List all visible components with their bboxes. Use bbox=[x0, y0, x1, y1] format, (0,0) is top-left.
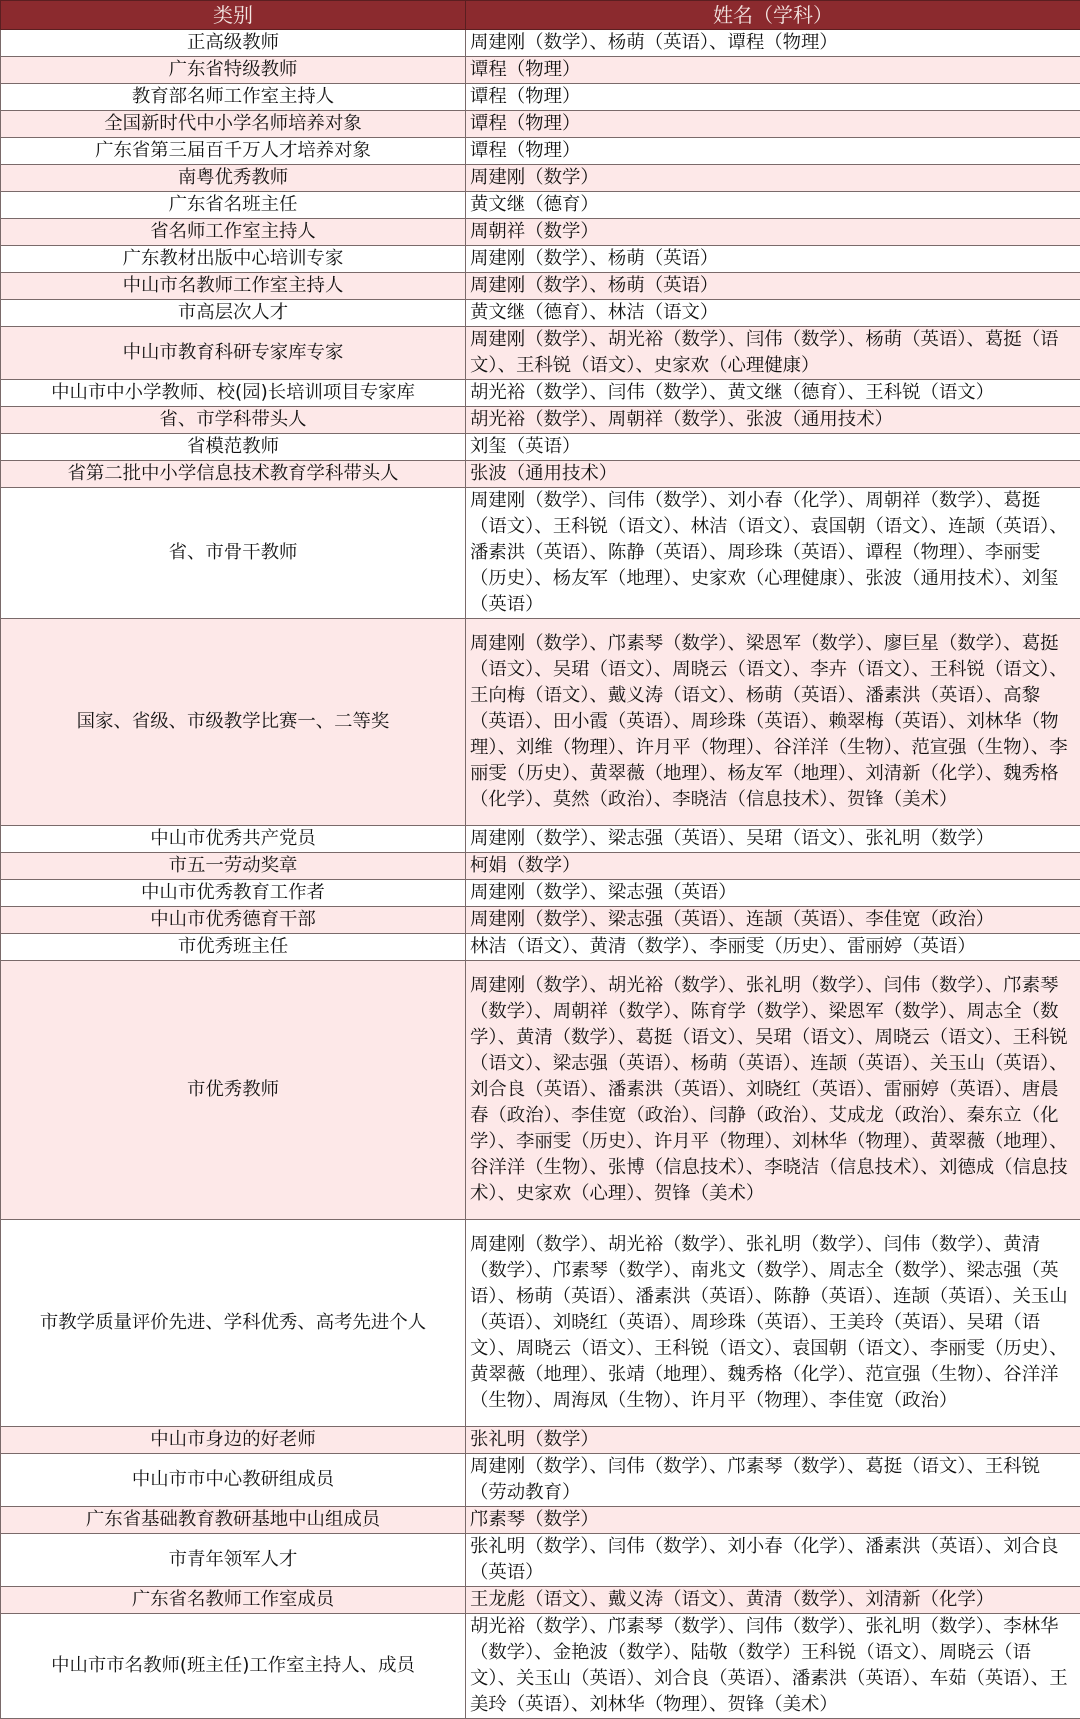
category-cell: 广东省名教师工作室成员 bbox=[1, 1587, 466, 1614]
table-row bbox=[1, 1587, 1080, 1614]
names-cell: 周建刚（数学）、胡光裕（数学）、闫伟（数学）、杨萌（英语）、葛挺（语文）、王科锐（语文）、史家欢（心理健康） bbox=[466, 327, 1080, 380]
category-cell: 市优秀教师 bbox=[1, 961, 466, 1220]
category-cell: 广东教材出版中心培训专家 bbox=[1, 246, 466, 273]
table-row bbox=[1, 461, 1080, 488]
table-row bbox=[1, 1614, 1080, 1719]
category-cell: 全国新时代中小学名师培养对象 bbox=[1, 111, 466, 138]
names-cell: 胡光裕（数学）、邝素琴（数学）、闫伟（数学）、张礼明（数学）、李林华（数学）、金艳波（数学）、陆敬（数学）王科锐（语文）、周晓云（语文）、关玉山（英语）、刘合良（英语）、潘素洪（英语）、车茹（英语）、王美玲（英语）、刘林华（物理）、贺锋（美术） bbox=[466, 1614, 1080, 1719]
header-category: 类别 bbox=[1, 1, 466, 30]
table-row bbox=[1, 84, 1080, 111]
table-row bbox=[1, 853, 1080, 880]
names-cell: 谭程（物理） bbox=[466, 57, 1080, 84]
names-cell: 邝素琴（数学） bbox=[466, 1507, 1080, 1534]
names-cell: 周建刚（数学）、闫伟（数学）、刘小春（化学）、周朝祥（数学）、葛挺（语文）、王科锐（语文）、林洁（语文）、袁国朝（语文）、连颉（英语）、潘素洪（英语）、陈静（英语）、周珍珠（英语）、谭程（物理）、李丽雯（历史）、杨友军（地理）、史家欢（心理健康）、张波（通用技术）、刘玺（英语） bbox=[466, 488, 1080, 619]
category-cell: 广东省第三届百千万人才培养对象 bbox=[1, 138, 466, 165]
names-cell: 周建刚（数学）、胡光裕（数学）、张礼明（数学）、闫伟（数学）、黄清（数学）、邝素琴（数学）、南兆文（数学）、周志全（数学）、梁志强（英语）、杨萌（英语）、潘素洪（英语）、陈静（英语）、连颉（英语）、关玉山（英语）、刘晓红（英语）、周珍珠（英语）、王美玲（英语）、吴珺（语文）、周晓云（语文）、王科锐（语文）、袁国朝（语文）、李丽雯（历史）、黄翠薇（地理）、张靖（地理）、魏秀格（化学）、范宣强（生物）、谷洋洋（生物）、周海凤（生物）、许月平（物理）、李佳宽（政治） bbox=[466, 1220, 1080, 1427]
table-row bbox=[1, 30, 1080, 57]
category-cell: 省第二批中小学信息技术教育学科带头人 bbox=[1, 461, 466, 488]
table-row bbox=[1, 880, 1080, 907]
category-cell: 省、市骨干教师 bbox=[1, 488, 466, 619]
category-cell: 中山市优秀共产党员 bbox=[1, 826, 466, 853]
names-cell: 刘玺（英语） bbox=[466, 434, 1080, 461]
table-row bbox=[1, 1454, 1080, 1507]
names-cell: 周建刚（数学）、闫伟（数学）、邝素琴（数学）、葛挺（语文）、王科锐（劳动教育） bbox=[466, 1454, 1080, 1507]
category-cell: 中山市市名教师(班主任)工作室主持人、成员 bbox=[1, 1614, 466, 1719]
category-cell: 省模范教师 bbox=[1, 434, 466, 461]
category-cell: 市五一劳动奖章 bbox=[1, 853, 466, 880]
table-row bbox=[1, 961, 1080, 1220]
table-row bbox=[1, 488, 1080, 619]
table-row bbox=[1, 138, 1080, 165]
table-row bbox=[1, 1534, 1080, 1587]
names-cell: 谭程（物理） bbox=[466, 138, 1080, 165]
table-row bbox=[1, 219, 1080, 246]
table-body bbox=[1, 30, 1080, 1719]
table-row bbox=[1, 1427, 1080, 1454]
category-cell: 南粤优秀教师 bbox=[1, 165, 466, 192]
table-row bbox=[1, 619, 1080, 826]
category-cell: 中山市名教师工作室主持人 bbox=[1, 273, 466, 300]
category-cell: 市高层次人才 bbox=[1, 300, 466, 327]
category-cell: 教育部名师工作室主持人 bbox=[1, 84, 466, 111]
table-row bbox=[1, 826, 1080, 853]
category-cell: 正高级教师 bbox=[1, 30, 466, 57]
category-cell: 中山市身边的好老师 bbox=[1, 1427, 466, 1454]
names-cell: 黄文继（德育） bbox=[466, 192, 1080, 219]
table-row bbox=[1, 327, 1080, 380]
names-cell: 张波（通用技术） bbox=[466, 461, 1080, 488]
table-row bbox=[1, 246, 1080, 273]
names-cell: 王龙彪（语文）、戴义涛（语文）、黄清（数学）、刘清新（化学） bbox=[466, 1587, 1080, 1614]
names-cell: 张礼明（数学）、闫伟（数学）、刘小春（化学）、潘素洪（英语）、刘合良（英语） bbox=[466, 1534, 1080, 1587]
names-cell: 胡光裕（数学）、周朝祥（数学）、张波（通用技术） bbox=[466, 407, 1080, 434]
names-cell: 周建刚（数学）、杨萌（英语）、谭程（物理） bbox=[466, 30, 1080, 57]
category-cell: 广东省特级教师 bbox=[1, 57, 466, 84]
names-cell: 谭程（物理） bbox=[466, 111, 1080, 138]
table-row bbox=[1, 111, 1080, 138]
category-cell: 市教学质量评价先进、学科优秀、高考先进个人 bbox=[1, 1220, 466, 1427]
table-row bbox=[1, 192, 1080, 219]
names-cell: 周建刚（数学）、梁志强（英语）、吴珺（语文）、张礼明（数学） bbox=[466, 826, 1080, 853]
names-cell: 林洁（语文）、黄清（数学）、李丽雯（历史）、雷丽婷（英语） bbox=[466, 934, 1080, 961]
names-cell: 周朝祥（数学） bbox=[466, 219, 1080, 246]
names-cell: 黄文继（德育）、林洁（语文） bbox=[466, 300, 1080, 327]
category-cell: 省名师工作室主持人 bbox=[1, 219, 466, 246]
category-cell: 国家、省级、市级教学比赛一、二等奖 bbox=[1, 619, 466, 826]
category-cell: 中山市优秀德育干部 bbox=[1, 907, 466, 934]
table-row bbox=[1, 273, 1080, 300]
category-cell: 中山市市中心教研组成员 bbox=[1, 1454, 466, 1507]
names-cell: 周建刚（数学） bbox=[466, 165, 1080, 192]
table-header bbox=[1, 1, 1080, 30]
table-row bbox=[1, 434, 1080, 461]
category-cell: 市优秀班主任 bbox=[1, 934, 466, 961]
names-cell: 张礼明（数学） bbox=[466, 1427, 1080, 1454]
names-cell: 周建刚（数学）、杨萌（英语） bbox=[466, 246, 1080, 273]
names-cell: 周建刚（数学）、杨萌（英语） bbox=[466, 273, 1080, 300]
table-row bbox=[1, 165, 1080, 192]
table-row bbox=[1, 380, 1080, 407]
header-names: 姓名（学科） bbox=[466, 1, 1080, 30]
names-cell: 周建刚（数学）、梁志强（英语）、连颉（英语）、李佳宽（政治） bbox=[466, 907, 1080, 934]
names-cell: 柯娟（数学） bbox=[466, 853, 1080, 880]
table-row bbox=[1, 407, 1080, 434]
names-cell: 周建刚（数学）、胡光裕（数学）、张礼明（数学）、闫伟（数学）、邝素琴（数学）、周朝祥（数学）、陈育学（数学）、梁恩军（数学）、周志全（数学）、黄清（数学）、葛挺（语文）、吴珺（语文）、周晓云（语文）、王科锐（语文）、梁志强（英语）、杨萌（英语）、连颉（英语）、关玉山（英语）、刘合良（英语）、潘素洪（英语）、刘晓红（英语）、雷丽婷（英语）、唐晨春（政治）、李佳宽（政治）、闫静（政治）、艾成龙（政治）、秦东立（化学）、李丽雯（历史）、许月平（物理）、刘林华（物理）、黄翠薇（地理）、谷洋洋（生物）、张博（信息技术）、李晓洁（信息技术）、刘德成（信息技术）、史家欢（心理）、贺锋（美术） bbox=[466, 961, 1080, 1220]
category-cell: 省、市学科带头人 bbox=[1, 407, 466, 434]
category-cell: 中山市中小学教师、校(园)长培训项目专家库 bbox=[1, 380, 466, 407]
category-cell: 市青年领军人才 bbox=[1, 1534, 466, 1587]
category-cell: 中山市教育科研专家库专家 bbox=[1, 327, 466, 380]
table-row bbox=[1, 57, 1080, 84]
names-cell: 胡光裕（数学）、闫伟（数学）、黄文继（德育）、王科锐（语文） bbox=[466, 380, 1080, 407]
category-cell: 中山市优秀教育工作者 bbox=[1, 880, 466, 907]
category-cell: 广东省基础教育教研基地中山组成员 bbox=[1, 1507, 466, 1534]
table-row bbox=[1, 300, 1080, 327]
names-cell: 周建刚（数学）、梁志强（英语） bbox=[466, 880, 1080, 907]
names-cell: 周建刚（数学）、邝素琴（数学）、梁恩军（数学）、廖巨星（数学）、葛挺（语文）、吴珺（语文）、周晓云（语文）、李卉（语文）、王科锐（语文）、王向梅（语文）、戴义涛（语文）、杨萌（英语）、潘素洪（英语）、高黎（英语）、田小霞（英语）、周珍珠（英语）、赖翠梅（英语）、刘林华（物理）、刘维（物理）、许月平（物理）、谷洋洋（生物）、范宣强（生物）、李丽雯（历史）、黄翠薇（地理）、杨友军（地理）、刘清新（化学）、魏秀格（化学）、莫然（政治）、李晓洁（信息技术）、贺锋（美术） bbox=[466, 619, 1080, 826]
table-row bbox=[1, 907, 1080, 934]
table-row bbox=[1, 1507, 1080, 1534]
table-row bbox=[1, 934, 1080, 961]
names-cell: 谭程（物理） bbox=[466, 84, 1080, 111]
category-cell: 广东省名班主任 bbox=[1, 192, 466, 219]
table-row bbox=[1, 1220, 1080, 1427]
